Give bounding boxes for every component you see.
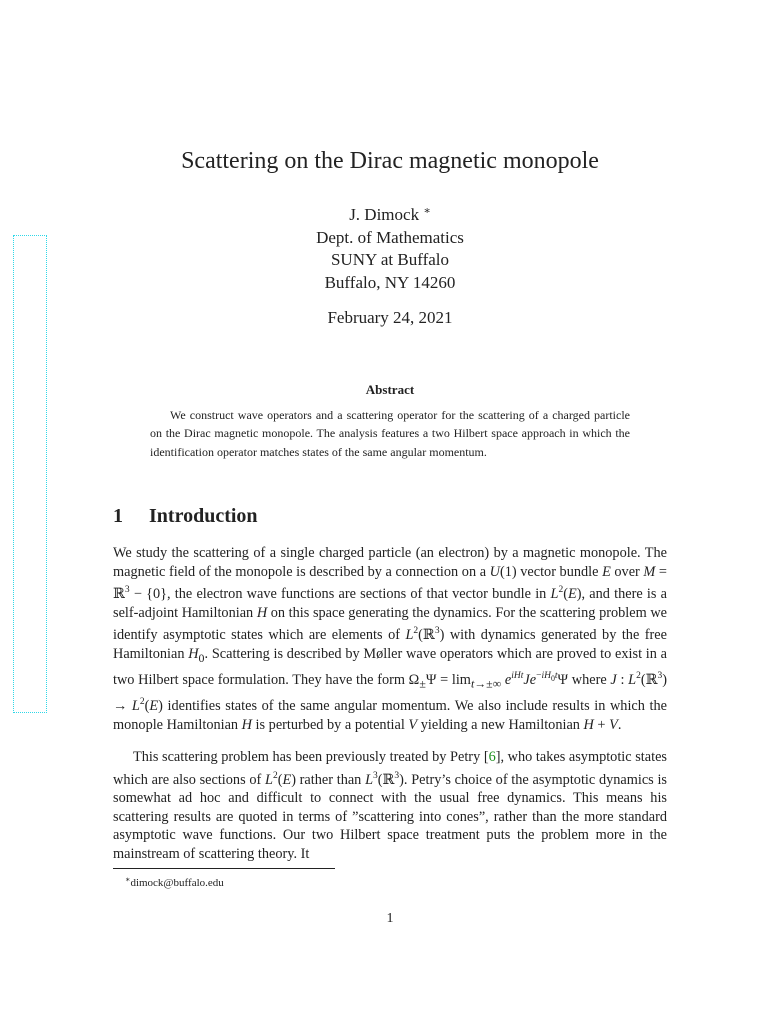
author-block (0, 200, 768, 294)
author-line (0, 200, 768, 227)
author-footnote-mark: ∗ (423, 205, 431, 217)
paper-date: February 24, 2021 (327, 308, 453, 327)
abstract-heading: Abstract (365, 382, 415, 397)
affiliation-city: Buffalo, NY 14260 (324, 272, 456, 292)
paper-title: Scattering on the Dirac magnetic monopole (181, 148, 599, 174)
intro-paragraph-2: This scattering problem has been previously treated by Petry [6], who takes asymptotic states which are also sections of $L^2(E)$ rather than $L^3(ℝ^3)$. Petry’s choice of the asymptotic dynamics is somewhat ad hoc and difficult to connect with the usual free dynamics. This means his scattering results are quoted in terms of ”scattering into cones”, rather than the more standard asymptotic wave functions. Our two Hilbert space treatment puts the problem more in the mainstream of scattering theory. It (113, 749, 667, 862)
section-number: 1 (113, 505, 123, 527)
intro-paragraph-1: We study the scattering of a single charged particle (an electron) by a magnetic monopole. The magnetic field of the monopole is described by a connection on a U(1) vector bundle E over M = ℝ$^3$ − {0}, the electron wave functions are sections of that vector bundle in $L^2(E)$, and there is a self-adjoint Hamiltonian H on this space generating the dynamics. For the scattering problem we identify asymptotic states which are elements of $L^2(ℝ^3)$ with dynamics generated by the free Hamiltonian $H_0$. Scattering is described by Møller wave operators which are proved to exist in a two Hilbert space formulation. They have the form $\Omega_\pm\Psi = \lim_{t\to\pm\infty} e^{iHt}Je^{-iH_0t}\Psi$ where J : $L^2(ℝ^3) \to L^2(E)$ identifies states of the same angular momentum. We also include results in which the monople Hamiltonian H is perturbed by a potential V yielding a new Hamiltonian H + V. (113, 545, 668, 733)
footnote-email: dimock@buffalo.edu (130, 877, 224, 889)
abstract-text: We construct wave operators and a scattering operator for the scattering of a charged particle on the Dirac magnetic monopole. The analysis features a two Hilbert space approach in which the identification operator matches states of the same angular momentum. (150, 408, 630, 459)
link-highlight-box (13, 235, 47, 713)
footnote-mark: ∗ (125, 875, 131, 884)
author-name: J. Dimock (349, 205, 420, 224)
footnote (125, 875, 224, 889)
affiliation-dept: Dept. of Mathematics (316, 227, 464, 247)
page-number: 1 (386, 911, 394, 926)
section-title: Introduction (149, 505, 258, 527)
citation-link[interactable]: 6 (488, 749, 496, 765)
section-heading (113, 505, 258, 528)
affiliation-university: SUNY at Buffalo (330, 250, 450, 269)
footnote-rule (113, 868, 335, 869)
